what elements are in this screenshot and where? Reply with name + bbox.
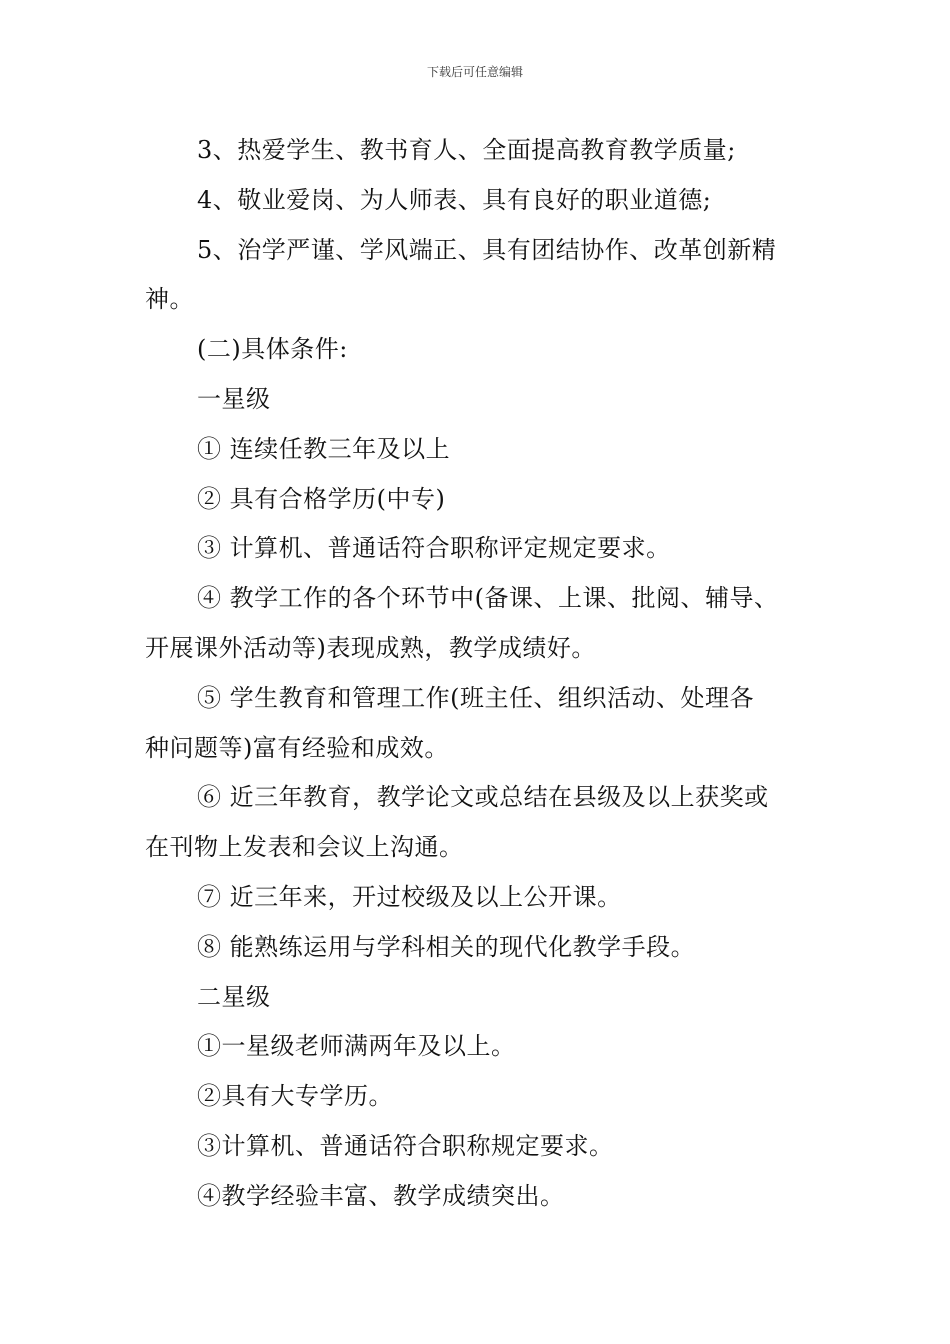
page-header-note: 下载后可任意编辑 (426, 65, 523, 79)
paragraph-line: 5、治学严谨、学风端正、具有团结协作、改革创新精 (197, 235, 777, 264)
list-item: ② 具有合格学历(中专) (197, 484, 446, 513)
paragraph-line-continued: 神。 (145, 285, 194, 314)
paragraph-line: 3、热爱学生、教书育人、全面提高教育教学质量; (197, 136, 736, 164)
list-item: ④ 教学工作的各个环节中(备课、上课、批阅、辅导、 (197, 584, 779, 613)
list-item-continued: 种问题等)富有经验和成效。 (145, 733, 449, 762)
list-item: ⑥ 近三年教育，教学论文或总结在县级及以上获奖或 (197, 783, 769, 812)
list-item: ① 连续任教三年及以上 (197, 434, 451, 463)
list-item: ⑤ 学生教育和管理工作(班主任、组织活动、处理各 (197, 683, 754, 712)
list-item: ①一星级老师满两年及以上。 (197, 1032, 516, 1061)
list-item: ⑦ 近三年来，开过校级及以上公开课。 (197, 882, 622, 911)
list-item-continued: 在刊物上发表和会议上沟通。 (145, 833, 464, 862)
list-item: ②具有大专学历。 (197, 1082, 393, 1111)
list-item: ⑧ 能熟练运用与学科相关的现代化教学手段。 (197, 932, 696, 961)
level-heading: 一星级 (197, 384, 271, 413)
level-heading: 二星级 (197, 982, 271, 1011)
list-item: ③计算机、普通话符合职称规定要求。 (197, 1131, 614, 1160)
list-item-continued: 开展课外活动等)表现成熟，教学成绩好。 (145, 633, 596, 662)
list-item: ③ 计算机、普通话符合职称评定规定要求。 (197, 534, 671, 563)
list-item: ④教学经验丰富、教学成绩突出。 (197, 1181, 565, 1210)
paragraph-line: 4、敬业爱岗、为人师表、具有良好的职业道德; (197, 185, 712, 214)
section-heading: (二)具体条件: (197, 335, 348, 364)
document-body (145, 126, 815, 1222)
